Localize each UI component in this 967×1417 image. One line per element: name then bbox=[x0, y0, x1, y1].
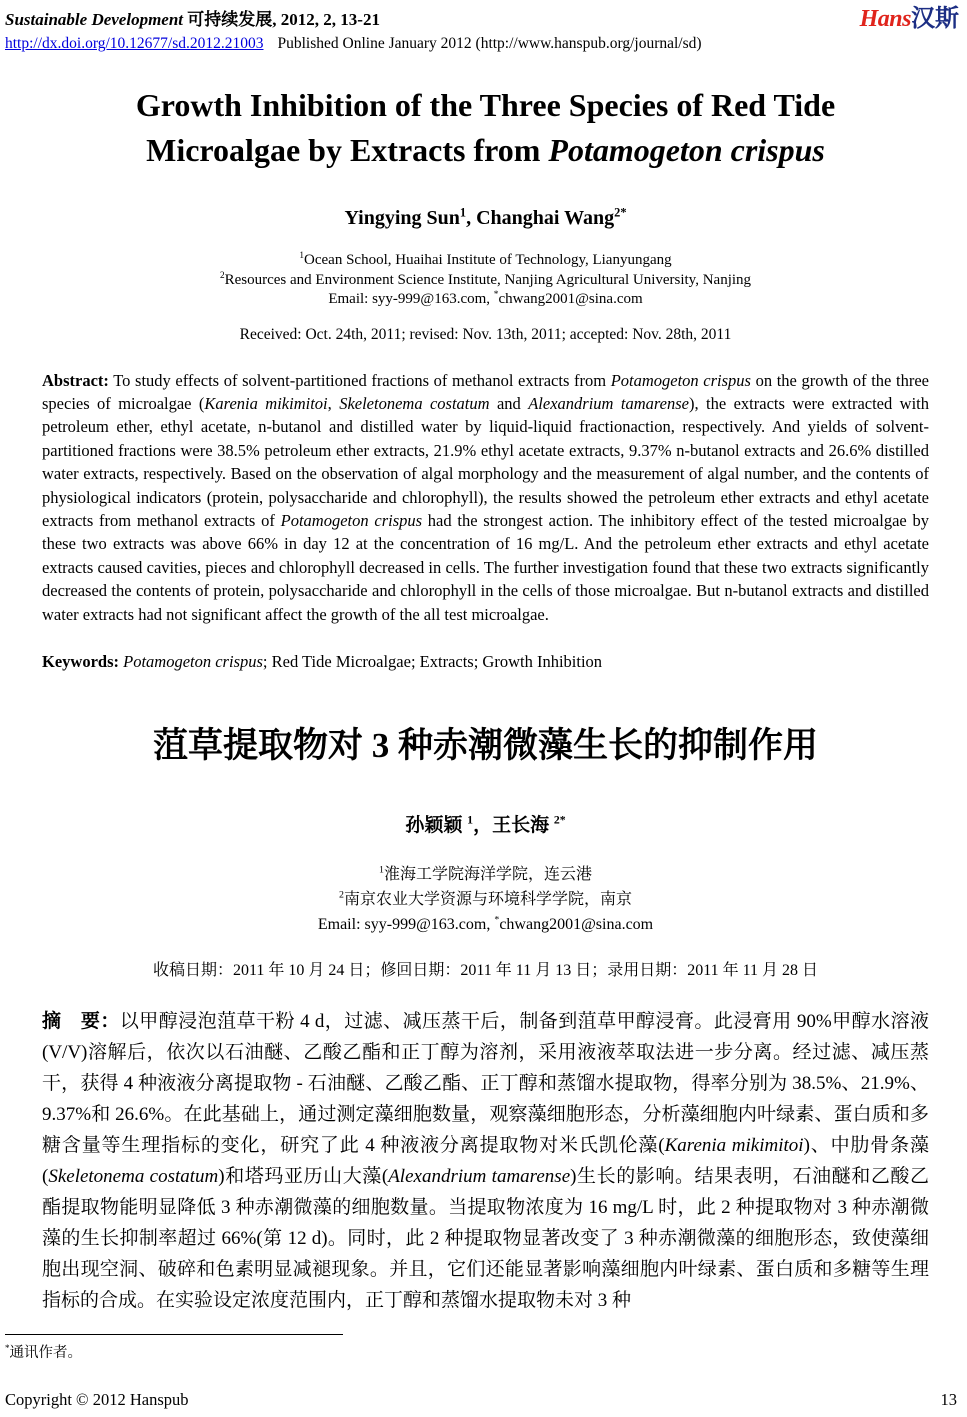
journal-citation-line: Sustainable Development 可持续发展, 2012, 2, 13-21 bbox=[5, 10, 380, 29]
footnote-divider bbox=[5, 1334, 343, 1335]
doi-line bbox=[5, 35, 702, 53]
authors-chinese: 孙颖颖 $^1$，王长海 $^{2*}$ bbox=[405, 813, 566, 836]
copyright-text: Copyright © 2012 Hanspub bbox=[5, 1390, 189, 1409]
affiliation-2: $^2$Resources and Environment Science Institute, Nanjing Agricultural University, Nanjing bbox=[219, 270, 752, 288]
page-number: 13 bbox=[940, 1390, 957, 1409]
received-dates-chinese: 收稿日期：2011 年 10 月 24 日；修回日期：2011 年 11 月 13 日；录用日期：2011 年 11 月 28 日 bbox=[152, 961, 819, 979]
logo-latin-text: Hans bbox=[859, 6, 911, 32]
published-online-text: Published Online January 2012 (http://www.hanspub.org/journal/sd) bbox=[277, 35, 702, 52]
affiliations-english bbox=[42, 251, 929, 310]
page-footer bbox=[5, 1390, 957, 1410]
journal-header-left bbox=[5, 5, 702, 53]
affiliation-1-chinese: $^1$淮海工学院海洋学院，连云港 bbox=[379, 864, 592, 883]
paper-title-line1: Growth Inhibition of the Three Species of Red Tide bbox=[135, 87, 836, 123]
received-dates-english: Received: Oct. 24th, 2011; revised: Nov. 13th, 2011; accepted: Nov. 28th, 2011 bbox=[239, 325, 732, 343]
doi-link[interactable]: http://dx.doi.org/10.12677/sd.2012.21003 bbox=[5, 35, 264, 52]
email-line-chinese: Email: syy-999@163.com, *chwang2001@sina.com bbox=[317, 914, 654, 933]
affiliation-2-chinese: $^2$南京农业大学资源与环境科学学院，南京 bbox=[339, 889, 632, 908]
authors-english: Yingying Sun$^1$, Changhai Wang$^{2*}$ bbox=[344, 205, 627, 229]
article-body bbox=[42, 83, 929, 1316]
paper-title-english bbox=[42, 83, 929, 173]
abstract-chinese: 摘 要：以甲醇浸泡菹草干粉 4 d，过滤、减压蒸干后，制备到菹草甲醇浸膏。此浸膏用 90%甲醇水溶液(V/V)溶解后，依次以石油醚、乙酸乙酯和正丁醇为溶剂，采用液液萃取法进一步分离。经过滤、减压蒸干，获得 4 种液液分离提取物 - 石油醚、乙酸乙酯、正丁醇和蒸馏水提取物，得率分别为 38.5%、21.9%、9.37%和 26.6%。在此基础上，通过测定藻细胞数量，观察藻细胞形态，分析藻细胞内叶绿素、蛋白质和多糖含量等生理指标的变化，研究了此 4 种液液分离提取物对米氏凯伦藻(Karenia mikimitoi)、中肋骨条藻(Skeletonema costatum)和塔玛亚历山大藻(Alexandrium tamarense)生长的影响。结果表明，石油醚和乙酸乙酯提取物能明显降低 3 种赤潮微藻的细胞数量。当提取物浓度为 16 mg/L 时，此 2 种提取物对 3 种赤潮微藻的生长抑制率超过 66%(第 12 d)。同时，此 2 种提取物显著改变了 3 种赤潮微藻的细胞形态，致使藻细胞出现空洞、破碎和色素明显减褪现象。并且，它们还能显著影响藻细胞内叶绿素、蛋白质和多糖等生理指标的合成。在实验设定浓度范围内，正丁醇和蒸馏水提取物未对 3 种 bbox=[42, 1010, 930, 1311]
paper-title-line2: Microalgae by Extracts from Potamogeton crispus bbox=[146, 132, 825, 168]
affiliation-1: $^1$Ocean School, Huaihai Institute of Technology, Lianyungang bbox=[299, 251, 672, 268]
journal-header bbox=[0, 0, 967, 53]
affiliations-chinese bbox=[42, 862, 929, 937]
email-line-english: Email: syy-999@163.com, *chwang2001@sina.com bbox=[328, 290, 643, 307]
logo-cjk-text: 汉斯 bbox=[911, 6, 959, 32]
keywords-english: Keywords: Potamogeton crispus; Red Tide Microalgae; Extracts; Growth Inhibition bbox=[42, 651, 603, 671]
hans-publisher-logo bbox=[860, 5, 959, 31]
paper-title-chinese: 菹草提取物对 3 种赤潮微藻生长的抑制作用 bbox=[152, 725, 818, 765]
abstract-english: Abstract: To study effects of solvent-partitioned fractions of methanol extracts from Potamogeton crispus on the growth of the three species of microalgae (Karenia mikimitoi, Skeletonema costatum and Alexandrium tamarense), the extracts were extracted with petroleum ether, ethyl acetate, n-butanol and distilled water by liquid-liquid fractionaction, respectively. And yields of solvent-partitioned fractions were 38.5% petroleum ether extracts, 21.9% ethyl acetate extracts, 9.37% n-butanol extracts and 26.6% distilled water extracts, respectively. Based on the observation of algal morphology and the measurement of algal number, and the contents of physiological indicators (protein, polysaccharide and chlorophyll), the results showed the petroleum ether extracts and ethyl acetate extracts from methanol extracts of Potamogeton crispus had the strongest action. The inhibitory effect of the tested microalgae by these two extracts was above 66% in day 12 at the concentration of 16 mg/L. And the petroleum ether extracts and ethyl acetate extracts caused cavities, pieces and chlorophyll decreased in cells. The further investigation found that these two extracts significantly decreased the contents of protein, polysaccharide and chlorophyll in the cells of those microalgae. But n-butanol extracts and distilled water extracts had not significant affect the growth of the all test microalgae. bbox=[42, 370, 929, 624]
corresponding-author-note: *通讯作者。 bbox=[5, 1343, 82, 1361]
footnote-block bbox=[5, 1334, 343, 1362]
